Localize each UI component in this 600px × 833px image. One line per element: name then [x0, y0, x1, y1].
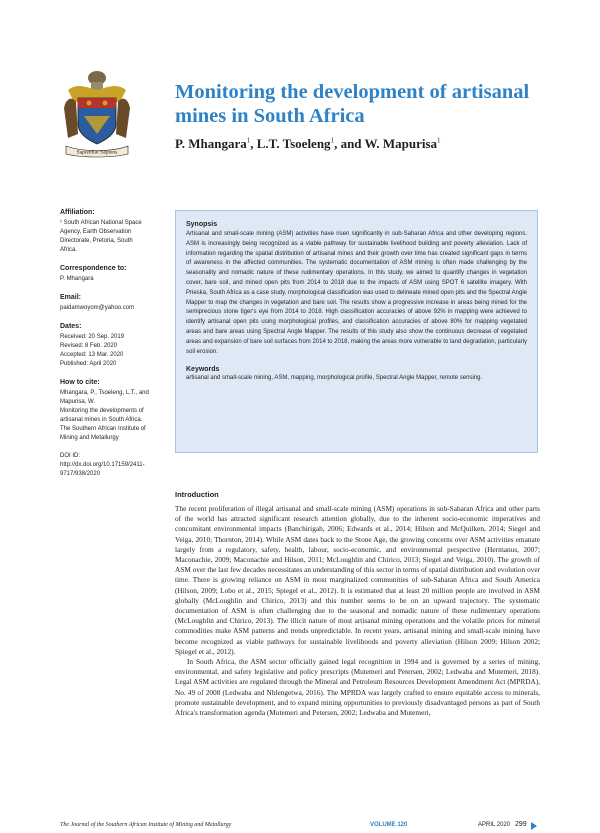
- body-paragraph: In South Africa, the ASM sector officially gained legal recognition in 1994 and is governed by a series of mining, environmental, and safety legislative and policy prescripts (Mutemeri and Petersen, 2002; Ledwaba and Mutemeri, 2018). Legal ASM activities are regulated through the Mineral and Petroleum Resources Development Amendment Act (MPRDA), No. 49 of 2008 (Ledwaba and Nhlengetwa, 2016). The MPRDA was largely crafted to ensure equitable access to minerals, promote sustainable development, and to expand mining opportunities to previously disadvantaged persons as part of South Africa's transformation agenda (Mutemeri and Petersen, 2002; Ledwaba and Mutemeri,: [175, 657, 540, 718]
- keywords-text: artisanal and small-scale mining, ASM, mapping, morphological profile, Spectral Angle Mapper, remote sensing.: [186, 375, 483, 382]
- paper-title: Monitoring the development of artisanal mines in South Africa: [175, 81, 530, 127]
- cite-block: [60, 378, 170, 443]
- article-sidebar: [60, 208, 170, 488]
- cite-line: Mapurisa, W.: [60, 399, 96, 405]
- next-page-arrow-icon: [531, 822, 537, 830]
- dates-heading: Dates:: [60, 323, 82, 330]
- cite-line: Mining and Metallurgy: [60, 435, 119, 441]
- cite-line: The Southern African Institute of: [60, 426, 146, 432]
- doi-link[interactable]: http://dx.doi.org/10.17159/2411-: [60, 462, 145, 468]
- journal-name: The Journal of the Southern African Institute of Mining and Metallurgy: [60, 822, 232, 828]
- issue-date: APRIL 2020: [478, 822, 511, 828]
- doi-link[interactable]: 9717/938/2020: [60, 471, 101, 477]
- cite-line: artisanal mines in South Africa.: [60, 417, 143, 423]
- body-paragraph: The recent proliferation of illegal artisanal and small-scale mining (ASM) operations in sub-Saharan Africa and other parts of the world has attracted significant research attention globally, due to the inherent socio-economic imperatives and concomitant environmental impacts (Banchirigah, 2006; Edwards et al., 2014; Hilson and McQuilken, 2014; Siegel and Veiga, 2010; Thornton, 2014). While ASM dates back to the Stone Age, the growing concerns over ASM activities emanate largely from a regulatory, safety, health, labour, socio-economic, and environmental perspective (Hermanus, 2007; Maconachie, 2009; Maconachie and Hilson, 2011; McLoughlin and Chirico, 2013; Siegel and Veiga, 2010). The growth of ASM over the last few decades necessitates an understanding of this sector in terms of spatial distribution and evolution over time. There is growing reliance on ASM in most marginalized communities of sub-Saharan Africa and South America (Hilson, 2009; Lobo et al., 2015; Spiegel et al., 2012). It is estimated that at least 20 million people are involved in ASM globally (McLoughlin and Chirico, 2013) and this number seems to be on an upward trajectory. The systematic documentation of ASM is often challenging due to the seasonal and nomadic nature of these rudimentary operations (McLoughlin and Chirico, 2013). The illicit nature of most artisanal mining operations and the volatile prices for mineral commodities make ASM patterns and trends unpredictable. In recent years, artisanal mining and small-scale mining have become recognized as viable pathways for sustainable livelihoods and poverty alleviation (Hilson 2009; Hilson 2002; Spiegel et al., 2012).: [175, 504, 540, 656]
- cite-line: Mhangara, P., Tsoeleng, L.T., and: [60, 390, 149, 396]
- email-block: [60, 293, 170, 313]
- affiliation-line: Africa.: [60, 247, 78, 253]
- synopsis-heading: Synopsis: [186, 221, 218, 228]
- author-separator: , and: [334, 136, 365, 151]
- author-name: P. Mhangara: [175, 136, 247, 151]
- author-affiliation-mark: 1: [437, 136, 441, 145]
- doi-block: [60, 452, 170, 479]
- date-line: Revised: 8 Feb. 2020: [60, 343, 118, 349]
- introduction-body: [175, 504, 540, 816]
- author-affiliation-mark: 1: [246, 136, 251, 145]
- email-heading: Email:: [60, 294, 82, 301]
- date-line: Received: 20 Sep. 2019: [60, 334, 125, 340]
- correspondence-block: [60, 264, 170, 284]
- author-affiliation-mark: 1: [330, 136, 335, 145]
- saimm-crest-logo: [62, 68, 132, 160]
- page-footer: [60, 822, 540, 831]
- section-heading-introduction: Introduction: [175, 490, 219, 499]
- crest-motto: Sapientiæ·Sapiens: [76, 149, 118, 156]
- synopsis-box: [175, 210, 538, 453]
- affiliation-line: Agency, Earth Observation: [60, 229, 132, 235]
- keywords-heading: Keywords: [186, 366, 220, 374]
- coat-of-arms-icon: [62, 68, 132, 160]
- author-name: W. Mapurisa: [364, 136, 438, 151]
- date-line: Published: April 2020: [60, 361, 117, 367]
- author-name: L.T. Tsoeleng: [256, 136, 331, 151]
- author-separator: ,: [250, 136, 257, 151]
- doi-label: DOI ID:: [60, 453, 81, 459]
- affiliation-heading: Affiliation:: [60, 209, 95, 216]
- affiliation-line: Directorate, Pretoria, South: [60, 238, 133, 244]
- email-address-link[interactable]: paidamwoyom@yahoo.com: [60, 305, 135, 311]
- affiliation-line: ¹ South African National Space: [60, 220, 142, 226]
- dates-block: [60, 322, 170, 369]
- cite-heading: How to cite:: [60, 379, 100, 386]
- correspondence-name: P. Mhangara: [60, 276, 94, 282]
- page-number: 299: [515, 821, 527, 828]
- date-line: Accepted: 13 Mar. 2020: [60, 352, 124, 358]
- affiliation-block: [60, 208, 170, 255]
- correspondence-heading: Correspondence to:: [60, 265, 127, 272]
- author-list: [175, 136, 570, 152]
- cite-line: Monitoring the developments of: [60, 408, 144, 414]
- volume-label: VOLUME 120: [370, 822, 408, 828]
- synopsis-text: Artisanal and small-scale mining (ASM) activities have risen significantly in sub-Saharan Africa and other developing regions. ASM is increasingly being recognized as a viable pathway for sustainable livelihood building and poverty alleviation. Lack of information regarding the spatial distribution of artisanal mines and their growth over time has created significant gaps in terms of awareness in the affected communities. The systematic documentation of ASM mining is often made challenging by the seasonality and nomadic nature of these rudimentary operations. In this study, we aimed to quantify changes in vegetation cover, bare soil, and mined open pits from 2014 to 2018 due to the impacts of ASM using SPOT 6 satellite imagery. With Prieska, South Africa as a case study, morphological classification was used to delineate mined open pits and the Spectral Angle Mapper to map the changes in vegetation and bare soil. The results show a progressive increase in areas being mined for the semiprecious stone tiger's eye from 2014 to 2018. High classification accuracies of above 92% in mapping were achieved to identify artisanal open pits using morphological profiles, and classification accuracies of above 80% for mapping vegetated areas and bare areas using Spectral Angle Mapper. The results of this study also show the continuous decrease of vegetated areas and expansion of bare soil surfaces from 2014 to 2018, making the areas more vulnerable to land degradation, particularly soil erosion.: [186, 231, 527, 355]
